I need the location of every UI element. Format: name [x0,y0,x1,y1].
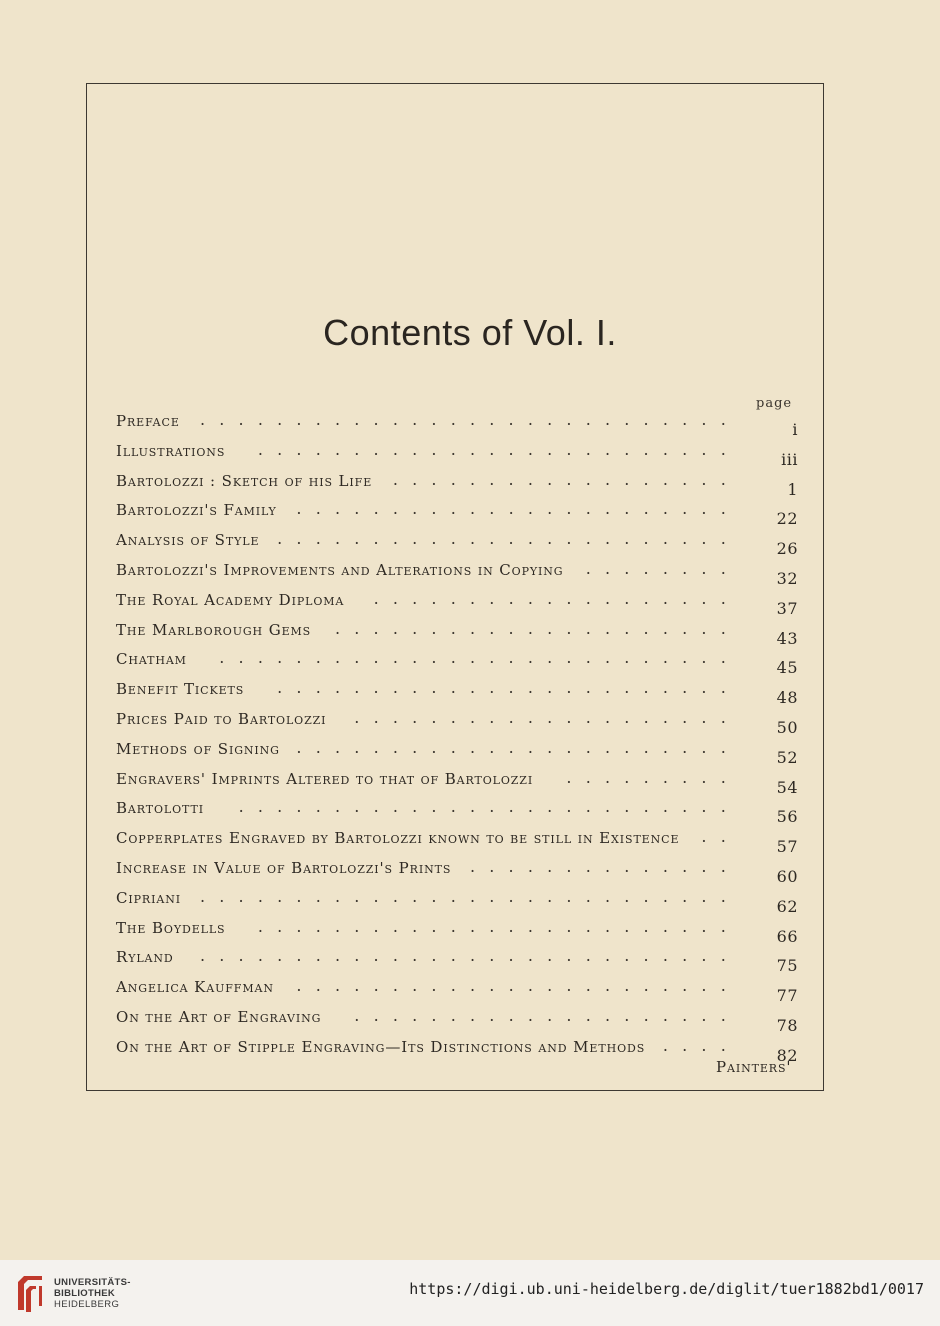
toc-entry [116,917,798,947]
toc-entry [116,589,798,619]
toc-entry-page: 77 [776,986,798,1006]
dot-leader: ......................... [257,916,740,936]
toc-entry-page: 1 [787,479,798,499]
toc-entry-page: 57 [776,837,798,857]
toc-entry-page: 66 [776,926,798,946]
toc-entry [116,1036,798,1066]
dot-leader: ....................... [296,976,740,996]
toc-entry [116,857,798,887]
dot-leader: ....................... [296,499,740,519]
toc-entry-page: 50 [776,717,798,737]
toc-entry-title: Angelica Kauffman [116,978,274,997]
dot-leader: .......................... [238,797,740,817]
toc-entry-title: Copperplates Engraved by Bartolozzi known to be still in Existence [116,829,680,848]
dot-leader: ............................ [199,410,740,429]
dot-leader: ................... [373,588,740,608]
dot-leader: ........................ [277,529,740,549]
dot-leader: .... [662,1035,740,1055]
dot-leader: ......................... [257,439,740,459]
catchword: Painters' [716,1058,792,1076]
toc-entry-title: The Marlborough Gems [116,620,312,639]
library-name-line2: BIBLIOTHEK [54,1288,116,1299]
dot-leader: ....................... [296,737,740,757]
dot-leader: .............. [469,856,740,876]
toc-entry-page: 82 [776,1045,798,1065]
toc-entry-title: The Boydells [116,918,226,937]
toc-entry-page: 26 [776,539,798,559]
toc-entry [116,946,798,976]
toc-entry-title: Engravers' Imprints Altered to that of Bartolozzi [116,769,534,788]
dot-leader: .................. [392,469,740,489]
toc-entry [116,797,798,827]
toc-entry-title: Cipriani [116,888,181,907]
toc-entry [116,827,798,857]
toc-entry-title: On the Art of Engraving [116,1007,322,1026]
library-name [54,1277,131,1310]
toc-entry-page: 62 [776,896,798,916]
toc-entry [116,768,798,798]
dot-leader: ......... [566,767,740,787]
table-of-contents [116,410,798,1066]
toc-entry-page: 60 [776,866,798,886]
toc-entry [116,1006,798,1036]
toc-entry-title: Bartolozzi's Family [116,501,277,520]
viewer-footer [0,1260,940,1326]
dot-leader: ............................ [199,946,740,966]
toc-entry [116,619,798,649]
toc-entry-title: Methods of Signing [116,739,280,758]
toc-entry-title: Bartolotti [116,799,204,818]
dot-leader: .. [701,827,740,847]
dot-leader: ..................... [334,618,740,638]
page-column-label: page [756,396,793,411]
toc-entry-page: 22 [776,509,798,529]
dot-leader: .................... [354,707,740,727]
toc-entry-page: 78 [776,1015,798,1035]
dot-leader: ............................ [199,886,740,906]
page-title: Contents of Vol. I. [323,312,617,353]
toc-entry [116,499,798,529]
university-logo-icon [12,1272,48,1314]
toc-entry-page: 54 [776,777,798,797]
toc-entry [116,708,798,738]
toc-entry-title: Illustrations [116,441,226,460]
toc-entry-page: 48 [776,688,798,708]
toc-entry [116,410,798,440]
toc-entry-page: 37 [776,598,798,618]
toc-entry [116,976,798,1006]
toc-entry [116,738,798,768]
permalink-url[interactable]: https://digi.ub.uni-heidelberg.de/diglit/tuer1882bd1/0017 [409,1280,924,1298]
toc-entry-title: The Royal Academy Diploma [116,590,345,609]
toc-entry-page: 56 [776,807,798,827]
library-name-line1: UNIVERSITÄTS- [54,1277,131,1288]
toc-entry [116,648,798,678]
toc-entry [116,678,798,708]
toc-entry-page: 32 [776,568,798,588]
toc-entry-title: Ryland [116,948,174,967]
toc-entry-title: Benefit Tickets [116,680,245,699]
dot-leader: ........................... [219,648,740,668]
toc-entry-title: Analysis of Style [116,531,260,550]
toc-entry-page: iii [781,449,798,469]
toc-entry-page: 45 [776,658,798,678]
toc-entry [116,887,798,917]
toc-entry-page: i [792,420,798,439]
toc-entry [116,529,798,559]
dot-leader: ........................ [277,678,740,698]
library-name-line3: HEIDELBERG [54,1299,120,1310]
toc-entry [116,470,798,500]
toc-entry-page: 43 [776,628,798,648]
toc-entry-title: On the Art of Stipple Engraving—Its Distinctions and Methods [116,1037,646,1056]
toc-entry-title: Bartolozzi : Sketch of his Life [116,471,373,490]
dot-leader: ........ [585,558,740,578]
toc-entry-title: Bartolozzi's Improvements and Alterations in Copying [116,560,564,579]
toc-entry-title: Preface [116,412,180,430]
toc-entry-page: 75 [776,956,798,976]
toc-entry-title: Increase in Value of Bartolozzi's Prints [116,858,452,877]
toc-entry [116,440,798,470]
toc-entry-page: 52 [776,747,798,767]
toc-entry [116,559,798,589]
toc-entry-title: Chatham [116,650,187,669]
dot-leader: .................... [354,1005,740,1025]
toc-entry-title: Prices Paid to Bartolozzi [116,709,327,728]
